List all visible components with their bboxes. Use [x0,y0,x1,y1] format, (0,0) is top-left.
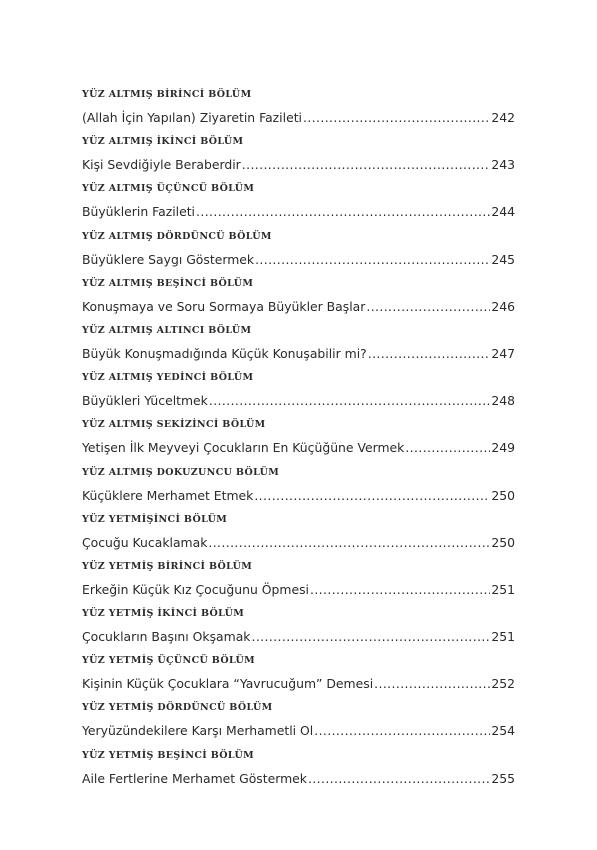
toc-line[interactable] [82,535,515,551]
toc-entry [82,135,515,182]
dot-leader [308,771,490,787]
toc-entry [82,749,515,796]
toc-title: Çocuğu Kucaklamak [82,534,208,550]
chapter-heading: YÜZ YETMİŞ ÜÇÜNCÜ BÖLÜM [82,655,255,667]
dot-leader [242,157,491,173]
page-number: 251 [491,581,515,597]
toc-title: (Allah İçin Yapılan) Ziyaretin Fazileti [82,110,302,125]
toc-title: Erkeğin Küçük Kız Çocuğunu Öpmesi [82,581,309,597]
page-number: 251 [491,629,515,645]
toc-line[interactable] [82,157,515,173]
toc-entry [82,654,515,701]
chapter-heading: YÜZ ALTMIŞ YEDİNCİ BÖLÜM [82,372,254,384]
chapter-heading: YÜZ YETMİŞİNCİ BÖLÜM [82,513,228,525]
chapter-heading: YÜZ ALTMIŞ ÜÇÜNCÜ BÖLÜM [82,183,255,195]
chapter-heading: YÜZ ALTMIŞ DÖRDÜNCÜ BÖLÜM [82,230,272,242]
dot-leader [251,629,490,645]
dot-leader [196,204,490,220]
toc-line[interactable] [82,723,515,739]
toc-entry [82,277,515,324]
toc-entry [82,513,515,560]
toc-line[interactable] [82,299,515,315]
dot-leader [255,252,490,268]
toc-title: Yeryüzündekilere Karşı Merhametli Ol [82,723,314,739]
toc-title: Kişinin Küçük Çocuklara “Yavrucuğum” Demesi [82,676,374,692]
table-of-contents [82,88,515,796]
dot-leader [254,488,490,504]
page-number: 244 [491,204,515,220]
toc-line[interactable] [82,771,515,787]
dot-leader [208,535,490,551]
toc-line[interactable] [82,346,515,362]
toc-line[interactable] [82,440,515,456]
toc-line[interactable] [82,582,515,598]
page-number: 245 [491,251,515,267]
dot-leader [314,723,490,739]
toc-line[interactable] [82,204,515,220]
page-number: 248 [491,393,515,409]
chapter-heading: YÜZ ALTMIŞ İKİNCİ BÖLÜM [82,136,244,148]
page-number: 246 [491,298,515,314]
toc-title: Konuşmaya ve Soru Sormaya Büyükler Başlar [82,298,366,314]
toc-title: Büyükleri Yüceltmek [82,393,208,409]
chapter-heading: YÜZ ALTMIŞ ALTINCI BÖLÜM [82,324,252,336]
toc-entry [82,607,515,654]
toc-entry [82,182,515,229]
page-number: 252 [491,676,515,692]
toc-title: Büyüklere Saygı Göstermek [82,251,255,267]
dot-leader [303,110,490,126]
dot-leader [209,393,490,409]
dot-leader [366,299,490,315]
toc-title: Aile Fertlerine Merhamet Göstermek [82,770,307,786]
page-number: 255 [491,770,515,786]
chapter-heading: YÜZ YETMİŞ İKİNCİ BÖLÜM [82,608,245,620]
dot-leader [310,582,490,598]
toc-entry [82,466,515,513]
chapter-heading: YÜZ ALTMIŞ BİRİNCİ BÖLÜM [82,89,252,100]
toc-title: Büyüklerin Fazileti [82,204,196,220]
dot-leader [405,440,490,456]
page-number: 243 [491,157,515,173]
page-number: 254 [491,723,515,739]
toc-title: Kişi Sevdiğiyle Beraberdir [82,157,241,173]
toc-line[interactable] [82,629,515,645]
dot-leader [374,676,490,692]
toc-line[interactable] [82,393,515,409]
page-number: 247 [491,345,515,361]
chapter-heading: YÜZ YETMİŞ BEŞİNCİ BÖLÜM [82,749,254,761]
toc-line[interactable] [82,252,515,268]
chapter-heading: YÜZ YETMİŞ BİRİNCİ BÖLÜM [82,560,253,572]
chapter-heading: YÜZ ALTMIŞ BEŞİNCİ BÖLÜM [82,277,254,289]
dot-leader [368,346,491,362]
page-number: 250 [491,534,515,550]
toc-title: Büyük Konuşmadığında Küçük Konuşabilir mi? [82,345,367,361]
toc-line[interactable] [82,110,515,126]
toc-title: Yetişen İlk Meyveyi Çocukların En Küçüğüne Vermek [82,440,405,456]
toc-entry [82,560,515,607]
chapter-heading: YÜZ ALTMIŞ DOKUZUNCU BÖLÜM [82,466,280,478]
chapter-heading: YÜZ YETMİŞ DÖRDÜNCÜ BÖLÜM [82,702,273,714]
toc-entry [82,230,515,277]
toc-entry [82,418,515,465]
toc-line[interactable] [82,488,515,504]
toc-entry [82,371,515,418]
toc-entry [82,88,515,135]
page-number: 250 [491,487,515,503]
toc-title: Küçüklere Merhamet Etmek [82,487,254,503]
toc-title: Çocukların Başını Okşamak [82,629,251,645]
chapter-heading: YÜZ ALTMIŞ SEKİZİNCİ BÖLÜM [82,419,266,431]
toc-entry [82,701,515,748]
page-number: 242 [491,110,515,125]
page-number: 249 [491,440,515,456]
toc-line[interactable] [82,676,515,692]
toc-entry [82,324,515,371]
